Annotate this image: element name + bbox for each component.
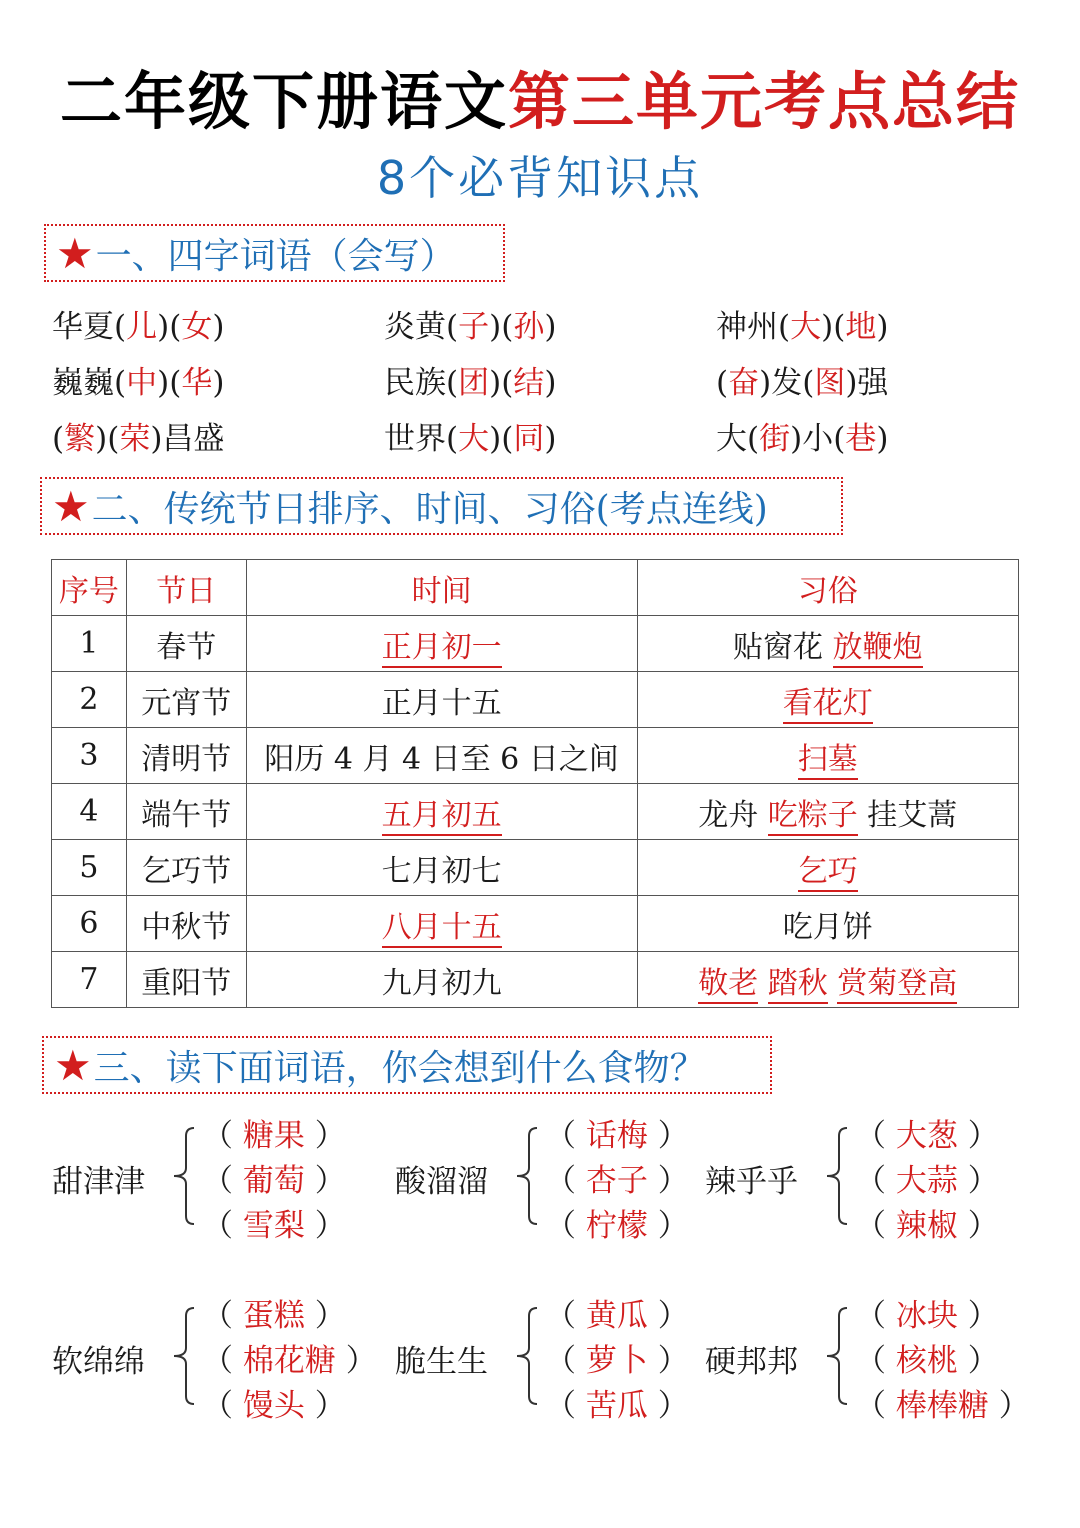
answer-char: 图 — [814, 364, 846, 401]
food-answer: 黄瓜 — [585, 1298, 648, 1334]
idiom-text: 炎黄( — [384, 308, 459, 345]
idiom-item — [716, 301, 1048, 346]
cell-time — [246, 672, 637, 728]
paren-right: ） — [647, 1163, 689, 1199]
answer-char: 巷 — [845, 420, 877, 457]
food-answer: 柠檬 — [585, 1208, 648, 1244]
answer-text: 正月初一 — [382, 630, 502, 668]
answer-char: 女 — [181, 308, 213, 345]
cell-text: 贴窗花 — [732, 629, 833, 665]
cell-text: 清明节 — [141, 741, 232, 777]
idiom-text: 民族( — [384, 364, 459, 401]
idiom-text: 巍巍( — [52, 364, 127, 401]
table-row — [52, 784, 1019, 840]
paren-left: （ — [855, 1118, 896, 1154]
cell-text: 阳历 4 月 4 日至 6 日之间 — [264, 741, 619, 777]
food-item — [855, 1200, 999, 1245]
paren-left: （ — [202, 1163, 243, 1199]
paren-left: （ — [202, 1343, 243, 1379]
idiom-text: )发( — [759, 364, 815, 401]
brace-icon — [160, 1126, 200, 1226]
paren-right: ） — [304, 1118, 346, 1154]
cell-text: 4 — [79, 794, 99, 829]
paren-right: ） — [957, 1343, 999, 1379]
cell-text: 5 — [79, 850, 99, 885]
idiom-text: )( — [489, 308, 514, 345]
idiom-item — [716, 357, 1048, 402]
answer-char: 同 — [513, 420, 545, 457]
table-row — [52, 840, 1019, 896]
answer-char: 团 — [458, 364, 490, 401]
food-word: 甜津津 — [52, 1164, 145, 1200]
cell-text: 正月十五 — [381, 685, 502, 721]
section-1-title: 一、四字词语（会写） — [95, 235, 456, 277]
food-answer: 冰块 — [895, 1298, 958, 1334]
paren-right: ） — [957, 1118, 999, 1154]
food-answer: 大蒜 — [895, 1163, 958, 1199]
table-header-row — [52, 560, 1019, 616]
star-icon: ★ — [52, 481, 90, 531]
idiom-text: 世界( — [384, 420, 459, 457]
food-answer: 话梅 — [585, 1118, 648, 1154]
paren-right: ） — [957, 1208, 999, 1244]
food-word: 辣乎乎 — [705, 1164, 798, 1200]
cell-text: 挂艾蒿 — [857, 797, 958, 833]
cell-festival — [126, 896, 246, 952]
answer-text: 五月初五 — [382, 798, 502, 836]
idiom-text: )强 — [845, 364, 889, 401]
food-answer: 馒头 — [242, 1388, 305, 1424]
paren-right: ） — [647, 1343, 689, 1379]
table-row — [52, 896, 1019, 952]
section-3-title: 三、读下面词语，你会想到什么食物？ — [93, 1047, 706, 1089]
idiom-text: ) — [544, 420, 557, 457]
cell-custom — [637, 952, 1019, 1008]
idiom-row — [52, 295, 1052, 351]
paren-left: （ — [545, 1208, 586, 1244]
paren-left: （ — [545, 1118, 586, 1154]
food-item — [202, 1380, 346, 1425]
paren-right: ） — [957, 1298, 999, 1334]
idiom-text: ) — [876, 308, 889, 345]
paren-right: ） — [957, 1163, 999, 1199]
idiom-text: ( — [716, 364, 729, 401]
answer-char: 荣 — [119, 420, 151, 457]
answer-char: 子 — [458, 308, 490, 345]
idiom-item — [52, 301, 384, 346]
header-festival: 节日 — [126, 560, 246, 616]
paren-right: ） — [304, 1298, 346, 1334]
idiom-text: ) — [544, 364, 557, 401]
title-black: 二年级下册语文 — [59, 65, 508, 138]
paren-left: （ — [855, 1388, 896, 1424]
cell-no — [52, 952, 127, 1008]
cell-time — [246, 952, 637, 1008]
food-answer: 葡萄 — [242, 1163, 305, 1199]
answer-char: 中 — [126, 364, 158, 401]
answer-char: 繁 — [64, 420, 96, 457]
cell-time — [246, 840, 637, 896]
paren-right: ） — [304, 1208, 346, 1244]
paren-left: （ — [202, 1298, 243, 1334]
cell-no — [52, 728, 127, 784]
cell-text: 中秋节 — [141, 909, 232, 945]
cell-custom — [637, 672, 1019, 728]
cell-no — [52, 784, 127, 840]
page-subtitle: 8个必背知识点 — [376, 151, 704, 205]
idiom-item — [384, 357, 716, 402]
paren-right: ） — [647, 1298, 689, 1334]
brace-icon — [813, 1126, 853, 1226]
idiom-item — [716, 413, 1048, 458]
cell-festival — [126, 784, 246, 840]
food-item — [202, 1335, 377, 1380]
cell-text: 春节 — [156, 629, 217, 665]
food-answer: 棒棒糖 — [895, 1388, 989, 1424]
cell-text: 1 — [79, 626, 99, 661]
idiom-item — [384, 301, 716, 346]
answer-text: 乞巧 — [798, 854, 858, 892]
food-item — [855, 1380, 1030, 1425]
answer-text: 看花灯 — [783, 686, 873, 724]
paren-right: ） — [647, 1388, 689, 1424]
food-item — [855, 1290, 999, 1335]
paren-right: ） — [647, 1208, 689, 1244]
cell-text: 2 — [79, 682, 99, 717]
food-word: 软绵绵 — [52, 1344, 145, 1380]
food-word: 酸溜溜 — [395, 1164, 488, 1200]
food-item — [202, 1290, 346, 1335]
cell-no — [52, 896, 127, 952]
food-answer: 核桃 — [895, 1343, 958, 1379]
idiom-text: )( — [95, 420, 120, 457]
cell-text: 九月初九 — [381, 965, 502, 1001]
idiom-text: ) — [212, 364, 225, 401]
food-item — [545, 1155, 689, 1200]
idiom-text: 大( — [716, 420, 760, 457]
food-answer: 大葱 — [895, 1118, 958, 1154]
idiom-grid — [52, 295, 1052, 463]
cell-time — [246, 728, 637, 784]
cell-time — [246, 784, 637, 840]
answer-char: 结 — [513, 364, 545, 401]
idiom-item — [52, 413, 384, 458]
idiom-text: )( — [157, 364, 182, 401]
table-row — [52, 616, 1019, 672]
food-item — [545, 1110, 689, 1155]
cell-text: 6 — [79, 906, 99, 941]
answer-text: 敬老 — [698, 966, 758, 1004]
cell-festival — [126, 672, 246, 728]
answer-char: 孙 — [513, 308, 545, 345]
cell-time — [246, 896, 637, 952]
idiom-row — [52, 351, 1052, 407]
idiom-text: ) — [876, 420, 889, 457]
cell-no — [52, 840, 127, 896]
food-item — [855, 1155, 999, 1200]
section-2-heading — [40, 477, 843, 535]
cell-text: 七月初七 — [381, 853, 502, 889]
food-item — [545, 1380, 689, 1425]
answer-char: 儿 — [126, 308, 158, 345]
idiom-text: ) — [212, 308, 225, 345]
idiom-text: ) — [544, 308, 557, 345]
paren-left: （ — [545, 1298, 586, 1334]
answer-text: 踏秋 — [768, 966, 828, 1004]
idiom-item — [52, 357, 384, 402]
title-red: 第三单元考点总结 — [508, 65, 1021, 138]
paren-left: （ — [855, 1343, 896, 1379]
brace-icon — [813, 1306, 853, 1406]
idiom-item — [384, 413, 716, 458]
cell-no — [52, 672, 127, 728]
header-no: 序号 — [52, 560, 127, 616]
paren-left: （ — [202, 1388, 243, 1424]
food-word: 硬邦邦 — [705, 1344, 798, 1380]
paren-right: ） — [304, 1163, 346, 1199]
idiom-text: )( — [157, 308, 182, 345]
answer-text: 吃粽子 — [768, 798, 858, 836]
answer-text: 放鞭炮 — [833, 630, 923, 668]
brace-icon — [503, 1126, 543, 1226]
paren-right: ） — [988, 1388, 1030, 1424]
paren-right: ） — [335, 1343, 377, 1379]
food-item — [855, 1110, 999, 1155]
section-1-heading — [44, 224, 505, 282]
section-3-heading — [42, 1036, 772, 1094]
cell-festival — [126, 840, 246, 896]
paren-right: ） — [304, 1388, 346, 1424]
food-item — [545, 1290, 689, 1335]
idiom-text: 神州( — [716, 308, 791, 345]
cell-no — [52, 616, 127, 672]
answer-char: 大 — [790, 308, 822, 345]
star-icon: ★ — [56, 228, 94, 278]
food-word: 脆生生 — [395, 1344, 488, 1380]
table-row — [52, 728, 1019, 784]
festival-table — [51, 559, 1019, 1008]
paren-left: （ — [855, 1298, 896, 1334]
cell-text — [758, 966, 768, 1001]
idiom-text: )( — [821, 308, 846, 345]
answer-char: 奋 — [728, 364, 760, 401]
page-title — [0, 52, 1080, 141]
cell-text: 龙舟 — [698, 797, 768, 833]
table-row — [52, 952, 1019, 1008]
food-answer: 蛋糕 — [242, 1298, 305, 1334]
food-item — [855, 1335, 999, 1380]
food-item — [202, 1110, 346, 1155]
cell-text: 乞巧节 — [141, 853, 232, 889]
cell-text: 7 — [79, 962, 99, 997]
food-answer: 萝卜 — [585, 1343, 648, 1379]
star-icon: ★ — [54, 1040, 92, 1090]
paren-left: （ — [202, 1118, 243, 1154]
idiom-text: )( — [489, 420, 514, 457]
paren-left: （ — [545, 1343, 586, 1379]
paren-right: ） — [647, 1118, 689, 1154]
brace-icon — [503, 1306, 543, 1406]
cell-text: 吃月饼 — [782, 909, 873, 945]
paren-left: （ — [545, 1163, 586, 1199]
food-item — [545, 1335, 689, 1380]
cell-custom — [637, 728, 1019, 784]
answer-text: 赏菊登高 — [837, 966, 957, 1004]
cell-festival — [126, 952, 246, 1008]
answer-char: 地 — [845, 308, 877, 345]
food-answer: 糖果 — [242, 1118, 305, 1154]
food-item — [202, 1200, 346, 1245]
answer-char: 华 — [181, 364, 213, 401]
answer-char: 街 — [759, 420, 791, 457]
food-answer: 辣椒 — [895, 1208, 958, 1244]
food-item — [202, 1155, 346, 1200]
cell-custom — [637, 784, 1019, 840]
section-2-title: 二、传统节日排序、时间、习俗(考点连线) — [91, 488, 768, 530]
cell-text: 元宵节 — [141, 685, 232, 721]
table-row — [52, 672, 1019, 728]
cell-custom — [637, 896, 1019, 952]
food-answer: 雪梨 — [242, 1208, 305, 1244]
idiom-text: )昌盛 — [150, 420, 225, 457]
food-answer: 苦瓜 — [585, 1388, 648, 1424]
cell-custom — [637, 840, 1019, 896]
food-item — [545, 1200, 689, 1245]
idiom-text: )( — [489, 364, 514, 401]
cell-custom — [637, 616, 1019, 672]
cell-festival — [126, 616, 246, 672]
paren-left: （ — [855, 1163, 896, 1199]
idiom-text: ( — [52, 420, 65, 457]
food-answer: 杏子 — [585, 1163, 648, 1199]
food-answer: 棉花糖 — [242, 1343, 336, 1379]
brace-icon — [160, 1306, 200, 1406]
cell-text: 端午节 — [141, 797, 232, 833]
cell-festival — [126, 728, 246, 784]
paren-left: （ — [202, 1208, 243, 1244]
answer-text: 扫墓 — [798, 742, 858, 780]
cell-text: 重阳节 — [141, 965, 232, 1001]
idiom-text: )小( — [790, 420, 846, 457]
cell-text — [828, 966, 838, 1001]
answer-text: 八月十五 — [382, 910, 502, 948]
header-time: 时间 — [246, 560, 637, 616]
idiom-row — [52, 407, 1052, 463]
header-custom: 习俗 — [637, 560, 1019, 616]
idiom-text: 华夏( — [52, 308, 127, 345]
cell-text: 3 — [79, 738, 99, 773]
paren-left: （ — [545, 1388, 586, 1424]
paren-left: （ — [855, 1208, 896, 1244]
cell-time — [246, 616, 637, 672]
answer-char: 大 — [458, 420, 490, 457]
